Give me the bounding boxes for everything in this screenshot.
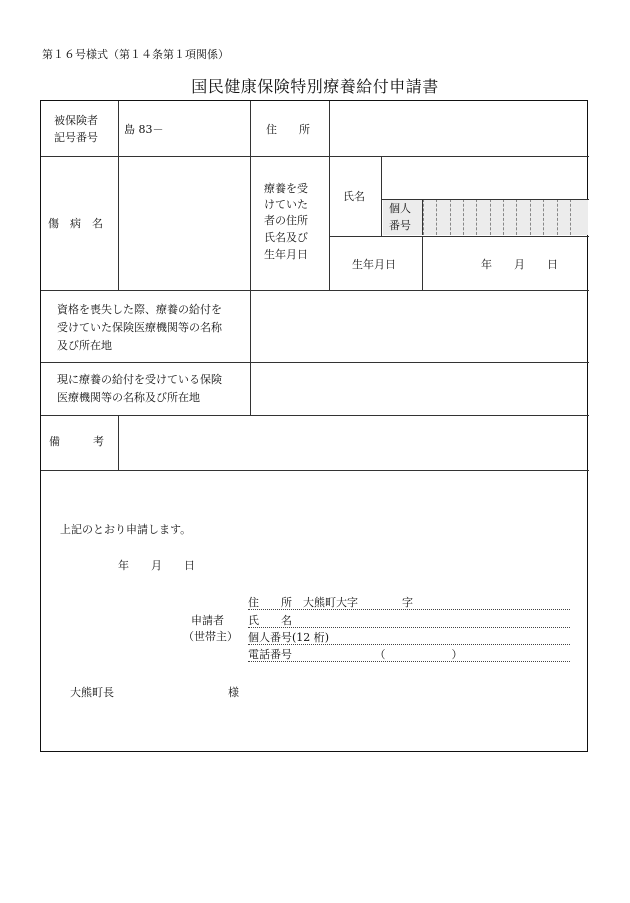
applicant-name-field[interactable]: 氏 名 xyxy=(248,614,292,627)
col-divider xyxy=(118,101,119,290)
insured-number-label: 記号番号 xyxy=(54,131,98,144)
col-divider xyxy=(329,101,330,290)
row-divider xyxy=(383,199,588,200)
prev-facility-label: 受けていた保険医療機関等の名称 xyxy=(57,321,222,334)
patient-label: 者の住所 xyxy=(264,214,308,227)
application-date[interactable]: 年 月 日 xyxy=(118,559,195,572)
digit-divider xyxy=(450,199,451,235)
insured-number-label: 被保険者 xyxy=(54,114,98,127)
insured-number-value[interactable]: 島 83－ xyxy=(124,123,164,136)
prev-facility-label: 及び所在地 xyxy=(57,339,112,352)
name-label: 氏名 xyxy=(343,190,365,203)
digit-divider xyxy=(476,199,477,235)
birthdate-format: 年 月 日 xyxy=(481,258,558,271)
remarks-label: 備 考 xyxy=(49,435,104,448)
col-divider xyxy=(422,236,423,290)
digit-divider xyxy=(516,199,517,235)
digit-divider xyxy=(543,199,544,235)
col-divider xyxy=(250,101,251,290)
honorific: 様 xyxy=(228,686,239,699)
row-divider xyxy=(41,470,589,471)
personal-number-label: 番号 xyxy=(389,219,411,232)
digit-divider xyxy=(570,199,571,235)
col-divider xyxy=(118,415,119,470)
patient-label: 生年月日 xyxy=(264,248,308,261)
row-divider xyxy=(329,236,589,237)
patient-label: けていた xyxy=(264,198,308,211)
page-title: 国民健康保険特別療養給付申請書 xyxy=(191,77,439,96)
col-divider xyxy=(381,156,382,236)
address-label: 住 所 xyxy=(266,123,310,136)
underline xyxy=(248,644,570,645)
row-divider xyxy=(41,362,589,363)
application-statement: 上記のとおり申請します。 xyxy=(60,523,192,536)
injury-label: 傷 病 名 xyxy=(48,217,103,230)
applicant-phone-field[interactable]: 電話番号 （ ） xyxy=(248,648,463,661)
underline xyxy=(248,661,570,662)
patient-label: 氏名及び xyxy=(264,231,308,244)
prev-facility-label: 資格を喪失した際、療養の給付を xyxy=(57,303,222,316)
digit-divider xyxy=(423,199,424,235)
applicant-personal-number-field[interactable]: 個人番号(12 桁) xyxy=(248,631,330,644)
col-divider xyxy=(422,199,423,235)
digit-divider xyxy=(530,199,531,235)
row-divider xyxy=(41,290,589,291)
addressee: 大熊町長 xyxy=(70,686,114,699)
digit-divider xyxy=(490,199,491,235)
digit-divider xyxy=(503,199,504,235)
digit-divider xyxy=(436,199,437,235)
col-divider xyxy=(250,290,251,415)
underline xyxy=(248,609,570,610)
personal-number-label: 個人 xyxy=(389,202,411,215)
current-facility-label: 現に療養の給付を受けている保険 xyxy=(57,373,222,386)
birthdate-label: 生年月日 xyxy=(352,258,396,271)
applicant-label: 申請者 xyxy=(191,614,224,627)
form-number: 第１６号様式（第１４条第１項関係） xyxy=(42,48,229,61)
patient-label: 療養を受 xyxy=(264,182,308,195)
applicant-address-field[interactable]: 住 所 大熊町大字 字 xyxy=(248,596,413,609)
row-divider xyxy=(41,156,589,157)
row-divider xyxy=(41,415,589,416)
household-head-label: （世帯主） xyxy=(183,630,238,643)
current-facility-label: 医療機関等の名称及び所在地 xyxy=(57,391,200,404)
underline xyxy=(248,627,570,628)
digit-divider xyxy=(557,199,558,235)
digit-divider xyxy=(463,199,464,235)
